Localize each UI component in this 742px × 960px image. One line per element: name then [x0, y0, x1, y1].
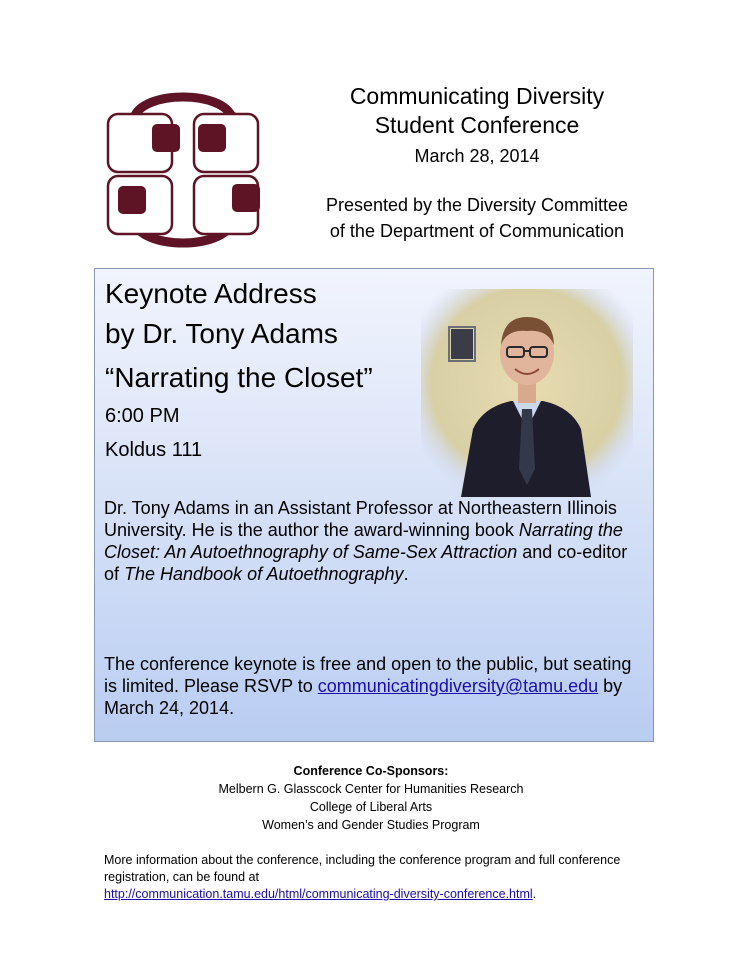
keynote-heading: Keynote Address: [105, 278, 317, 309]
sponsors-section: [0, 762, 742, 834]
conference-header: [292, 82, 662, 244]
diversity-logo: [104, 84, 266, 254]
bio-text-1: Dr. Tony Adams in an Assistant Professor at Northeastern Illinois University. He is the author the award-winning book: [104, 498, 617, 540]
conference-title-line1: Communicating Diversity: [349, 83, 605, 109]
more-info-text: More information about the conference, including the conference program and full conference registration, can be found at: [104, 853, 621, 884]
sponsor-item: College of Liberal Arts: [309, 800, 433, 814]
rsvp-info: [104, 653, 644, 719]
presented-by-line1: Presented by the Diversity Committee: [325, 195, 629, 215]
speaker-photo: [421, 289, 633, 497]
rsvp-text: The conference keynote is free and open to the public, but seating is limited. Please RSVP to: [104, 654, 632, 696]
speaker-bio: [104, 497, 644, 585]
sponsors-heading: Conference Co-Sponsors:: [293, 764, 449, 778]
bio-handbook-title: The Handbook of Autoethnography: [124, 564, 404, 584]
bio-text-3: .: [403, 564, 409, 584]
bio-book-title: Narrating the Closet: An Autoethnography of Same-Sex Attraction: [104, 520, 623, 562]
keynote-box: [94, 268, 654, 742]
keynote-time: 6:00 PM: [105, 405, 180, 427]
conference-url-link[interactable]: http://communication.tamu.edu/html/communicating-diversity-conference.html: [104, 887, 533, 901]
conference-date: March 28, 2014: [414, 146, 540, 166]
conference-title-line2: Student Conference: [374, 112, 580, 138]
rsvp-deadline: by March 24, 2014.: [104, 676, 623, 718]
keynote-speaker: by Dr. Tony Adams: [105, 318, 338, 349]
sponsor-item: Women’s and Gender Studies Program: [262, 818, 480, 832]
rsvp-email-link[interactable]: communicatingdiversity@tamu.edu: [317, 676, 599, 696]
keynote-location: Koldus 111: [105, 439, 203, 461]
keynote-title: “Narrating the Closet”: [105, 362, 373, 393]
more-info: [104, 852, 624, 903]
presented-by: [292, 192, 662, 244]
sponsor-item: Melbern G. Glasscock Center for Humanities Research: [218, 782, 524, 796]
bio-text-2: and co-editor of: [104, 542, 628, 584]
presented-by-line2: of the Department of Communication: [329, 221, 625, 241]
more-info-period: .: [532, 887, 537, 901]
